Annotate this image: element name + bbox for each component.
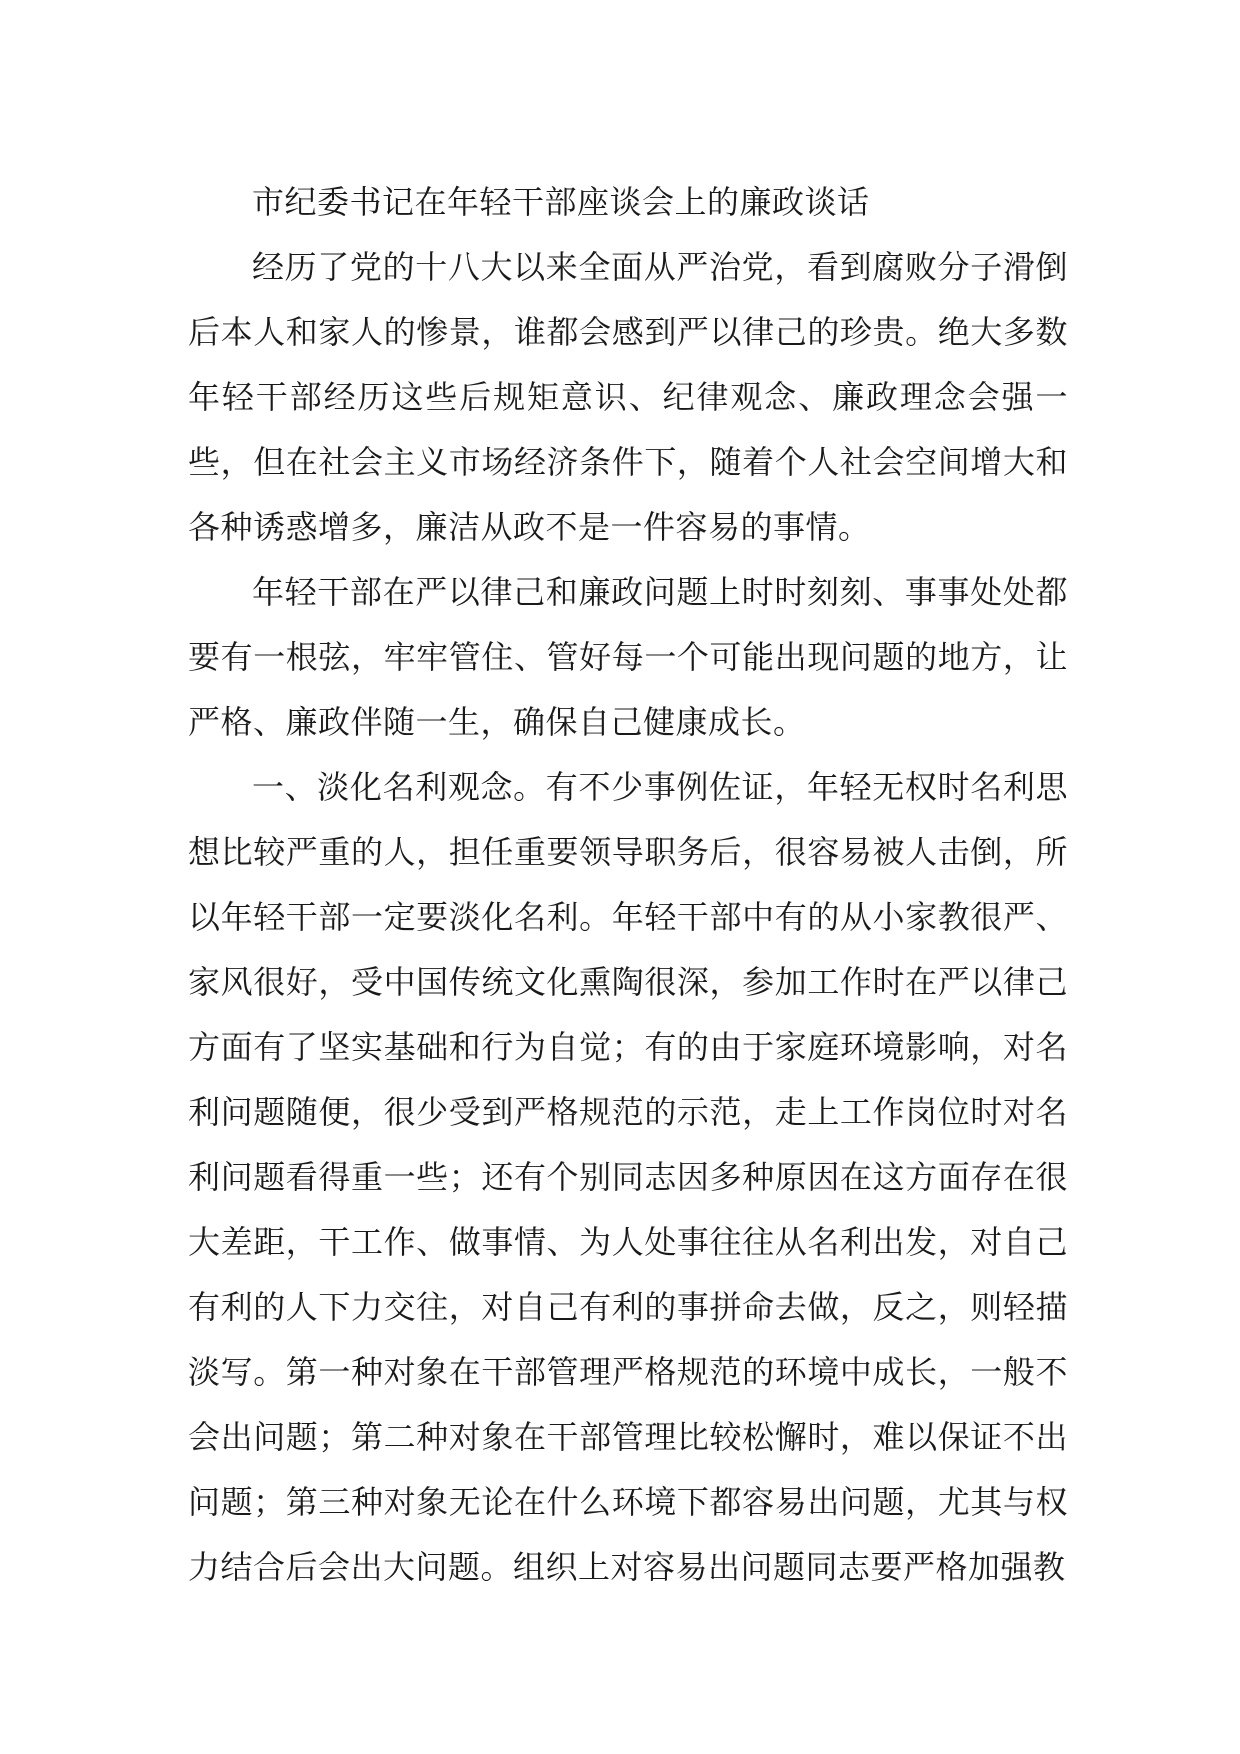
paragraph-requirement: 年轻干部在严以律己和廉政问题上时时刻刻、事事处处都要有一根弦，牢牢管住、管好每一个可能出现问题的地方，让严格、廉政伴随一生，确保自己健康成长。	[188, 573, 1068, 741]
document-title: 市纪委书记在年轻干部座谈会上的廉政谈话	[252, 183, 870, 221]
document-body	[188, 170, 1068, 1600]
paragraph-section-one: 一、淡化名利观念。有不少事例佐证，年轻无权时名利思想比较严重的人，担任重要领导职务后，很容易被人击倒，所以年轻干部一定要淡化名利。年轻干部中有的从小家教很严、家风很好，受中国传统文化熏陶很深，参加工作时在严以律己方面有了坚实基础和行为自觉；有的由于家庭环境影响，对名利问题随便，很少受到严格规范的示范，走上工作岗位时对名利问题看得重一些；还有个别同志因多种原因在这方面存在很大差距，干工作、做事情、为人处事往往从名利出发，对自己有利的人下力交往，对自己有利的事拼命去做，反之，则轻描淡写。第一种对象在干部管理严格规范的环境中成长，一般不会出问题；第二种对象在干部管理比较松懈时，难以保证不出问题；第三种对象无论在什么环境下都容易出问题，尤其与权力结合后会出大问题。组织上对容易出问题同志要严格加强教	[188, 768, 1068, 1586]
paragraph-intro: 经历了党的十八大以来全面从严治党，看到腐败分子滑倒后本人和家人的惨景，谁都会感到严以律己的珍贵。绝大多数年轻干部经历这些后规矩意识、纪律观念、廉政理念会强一些，但在社会主义市场经济条件下，随着个人社会空间增大和各种诱惑增多，廉洁从政不是一件容易的事情。	[188, 248, 1068, 546]
